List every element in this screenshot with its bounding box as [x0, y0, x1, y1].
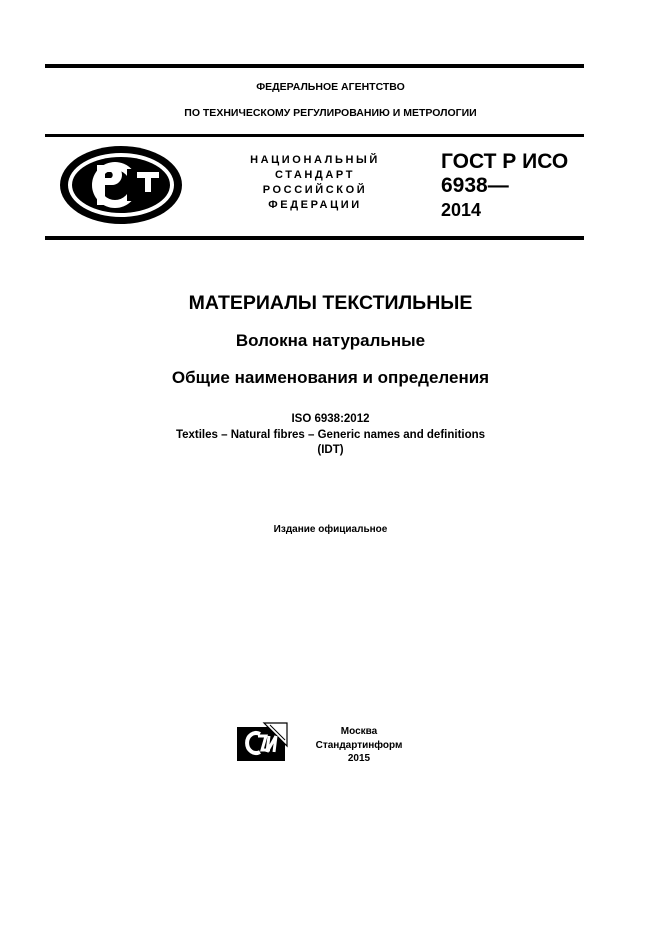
national-line-2: СТАНДАРТ	[274, 169, 356, 181]
iso-idt: (IDT)	[317, 444, 344, 456]
iso-code: ISO 6938:2012	[291, 413, 370, 425]
document-subtitle-2: Общие наименования и определения	[171, 368, 490, 387]
gost-line-1: ГОСТ Р ИСО	[441, 150, 569, 173]
national-line-4: ФЕДЕРАЦИИ	[268, 199, 362, 211]
gost-line-3: 2014	[441, 200, 482, 220]
document-subtitle-1: Волокна натуральные	[235, 331, 426, 350]
national-line-1: НАЦИОНАЛЬНЫЙ	[250, 154, 380, 166]
document-title: МАТЕРИАЛЫ ТЕКСТИЛЬНЫЕ	[188, 292, 473, 314]
edition-label: Издание официальное	[273, 524, 388, 535]
agency-line-1: ФЕДЕРАЛЬНОЕ АГЕНТСТВО	[256, 81, 405, 93]
publisher-year: 2015	[347, 753, 371, 764]
iso-english-title: Textiles – Natural fibres – Generic names and definitions	[175, 429, 486, 441]
top-rule	[45, 64, 584, 68]
header-divider	[45, 134, 584, 137]
national-standard-label	[215, 153, 415, 213]
agency-line-2: ПО ТЕХНИЧЕСКОМУ РЕГУЛИРОВАНИЮ И МЕТРОЛОГИИ	[184, 107, 477, 119]
national-line-3: РОССИЙСКОЙ	[262, 184, 368, 196]
publisher-name: Стандартинформ	[315, 739, 403, 751]
block-bottom-rule	[45, 236, 584, 240]
standartinform-logo-icon	[236, 722, 288, 762]
gost-number	[441, 150, 568, 222]
publisher-block	[312, 725, 406, 766]
gost-line-2: 6938—	[441, 174, 509, 197]
rst-logo-icon	[57, 143, 185, 227]
publisher-city: Москва	[340, 726, 378, 737]
